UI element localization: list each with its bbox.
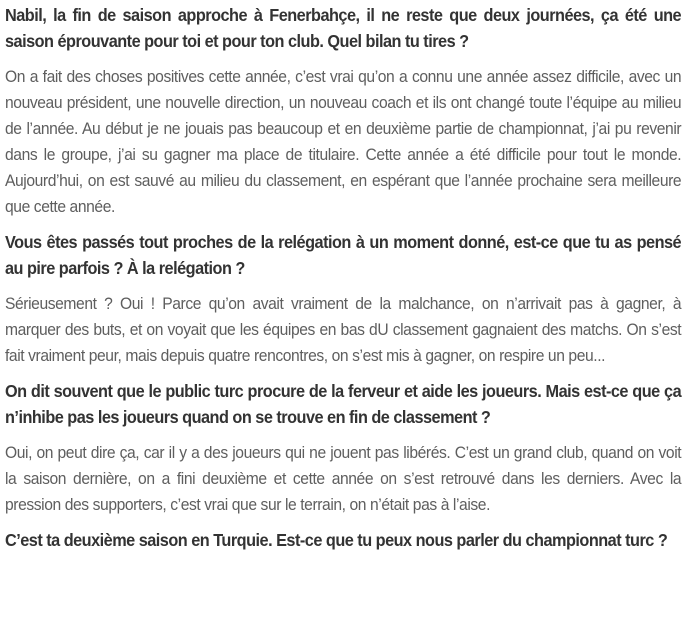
interview-question: C’est ta deuxième saison en Turquie. Est-ce que tu peux nous parler du championnat turc ?	[5, 530, 668, 550]
interview-answer: Oui, on peut dire ça, car il y a des joueurs qui ne jouent pas libérés. C’est un grand club, quand on voit la saison dernière, on a fini deuxième et cette année on s’est retrouvé dans les derniers. Avec la pression des supporters, c’est vrai que sur le terrain, on n’était pas à l’aise.	[5, 443, 682, 514]
interview-question: On dit souvent que le public turc procure de la ferveur et aide les joueurs. Mais est-ce que ça n’inhibe pas les joueurs quand on se trouve en fin de classement ?	[5, 381, 682, 427]
interview-question: Nabil, la fin de saison approche à Fenerbahçe, il ne reste que deux journées, ça été une saison éprouvante pour toi et pour ton club. Quel bilan tu tires ?	[5, 5, 682, 51]
interview-question: Vous êtes passés tout proches de la relégation à un moment donné, est-ce que tu as pensé au pire parfois ? À la relégation ?	[5, 232, 682, 278]
interview-answer: Sérieusement ? Oui ! Parce qu’on avait vraiment de la malchance, on n’arrivait pas à gagner, à marquer des buts, et on voyait que les équipes en bas dU classement gagnaient des matchs. On s’est fait vraiment peur, mais depuis quatre rencontres, on s’est mis à gagner, on respire un peu...	[5, 294, 682, 365]
interview-answer: On a fait des choses positives cette année, c’est vrai qu’on a connu une année assez difficile, avec un nouveau président, une nouvelle direction, un nouveau coach et ils ont changé toute l’équipe au milieu de l’année. Au début je ne jouais pas beaucoup et en deuxième partie de championnat, j’ai pu revenir dans le groupe, j’ai su gagner ma place de titulaire. Cette année a été difficile pour tout le monde. Aujourd’hui, on est sauvé au milieu du classement, en espérant que l’année prochaine sera meilleure que cette année.	[5, 67, 682, 216]
